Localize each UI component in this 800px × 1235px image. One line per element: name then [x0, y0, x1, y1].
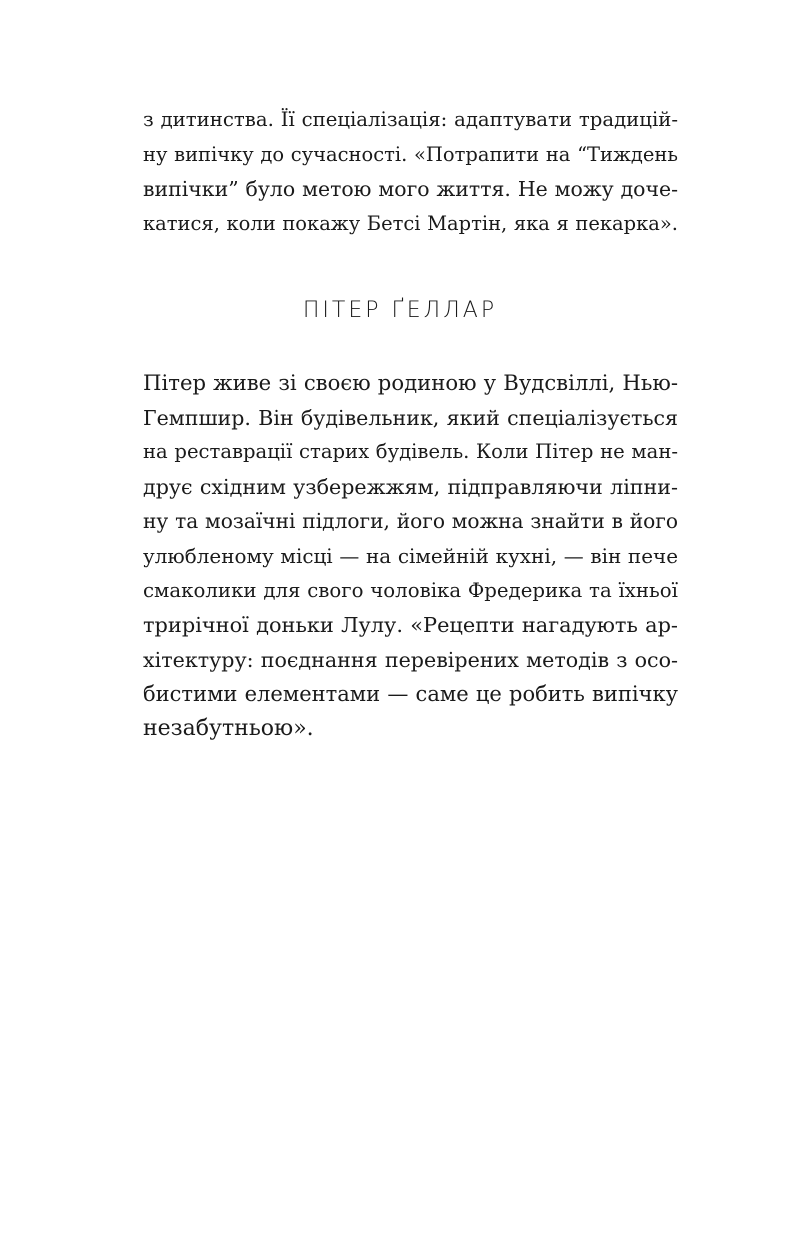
text-line: катися, коли покажу Бетсі Мартін, яка я пекарка».: [143, 211, 678, 235]
text-line: друє східним узбережжям, підправляючи ліпни-: [143, 474, 678, 499]
bio-paragraph: [143, 366, 678, 747]
text-line: ну та мозаїчні підлоги, його можна знайти в його: [143, 509, 678, 534]
text-line: смаколики для свого чоловіка Фредерика та їхньої: [143, 578, 678, 602]
text-line: хітектуру: поєднання перевірених методів з осо-: [143, 647, 678, 672]
text-line: Пітер живе зі своєю родиною у Вудсвіллі, Нью-: [143, 370, 678, 395]
text-line: улюбленому місці — на сімейній кухні, — він пече: [143, 543, 678, 568]
text-line: на реставрації старих будівель. Коли Пітер не ман-: [143, 440, 678, 464]
text-line: Гемпшир. Він будівельник, який спеціалізується: [143, 405, 678, 430]
text-line: незабутньою».: [143, 715, 314, 741]
text-line: бистими елементами — саме це робить випічку: [143, 681, 678, 707]
text-line: з дитинства. Її спеціалізація: адаптувати традицій-: [143, 108, 678, 131]
text-line: випічки” було метою мого життя. Не можу доче-: [143, 177, 678, 202]
text-line: трирічної доньки Лулу. «Рецепти нагадують ар-: [143, 613, 678, 638]
intro-paragraph: [143, 103, 678, 241]
section-heading: ПІТЕР ҐЕЛЛАР: [302, 298, 498, 323]
text-line: ну випічку до сучасності. «Потрапити на “Тиждень: [143, 142, 678, 166]
